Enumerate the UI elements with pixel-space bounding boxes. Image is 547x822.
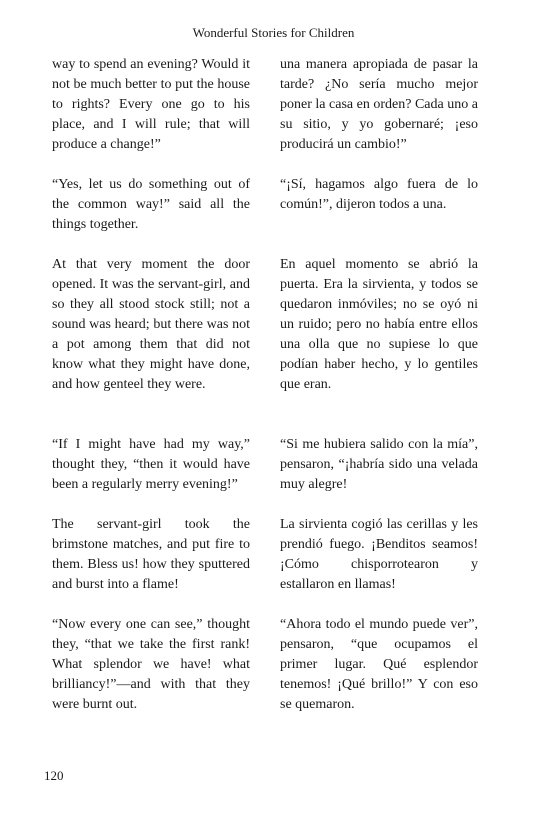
spanish-paragraph-3: En aquel momento se abrió la puerta. Era la sirvienta, y todos se quedaron inmóviles; no se oyó ni un ruido; pero no había entre ellos una olla que no supiese lo que podían haber hecho, y lo gentiles que eran. — [280, 257, 478, 392]
spanish-paragraph-4: “Si me hubiera salido con la mía”, pensaron, “¡habría sido una velada muy alegre! — [280, 437, 478, 492]
spanish-paragraph-5: La sirvienta cogió las cerillas y les prendió fuego. ¡Benditos seamos! ¡Cómo chisporrotearon y estallaron en llamas! — [280, 517, 478, 592]
spanish-paragraph-2: “¡Sí, hagamos algo fuera de lo común!”, dijeron todos a una. — [280, 177, 478, 212]
english-paragraph-1: way to spend an evening? Would it not be much better to put the house to rights? Every one go to his place, and I will rule; that will produce a change!” — [52, 57, 250, 152]
running-header: Wonderful Stories for Children — [192, 25, 355, 40]
english-paragraph-6: “Now every one can see,” thought they, “that we take the first rank! What splendor we have! what brilliancy!”—and with that they were burnt out. — [52, 617, 250, 712]
english-paragraph-5: The servant-girl took the brimstone matches, and put fire to them. Bless us! how they sputtered and burst into a flame! — [52, 517, 250, 592]
english-paragraph-3: At that very moment the door opened. It was the servant-girl, and so they all stood stock still; not a sound was heard; but there was not a pot among them that did not know what they might have done, and how genteel they were. — [52, 257, 250, 392]
page-number: 120 — [44, 768, 64, 783]
spanish-paragraph-1: una manera apropiada de pasar la tarde? ¿No sería mucho mejor poner la casa en orden? Cada uno a su sitio, y yo gobernaré; ¡eso producirá un cambio!” — [280, 57, 478, 152]
spanish-paragraph-6: “Ahora todo el mundo puede ver”, pensaron, “que ocupamos el primer lugar. Qué esplendor tenemos! ¡Qué brillo!” Y con eso se quemaron. — [280, 617, 478, 712]
english-paragraph-2: “Yes, let us do something out of the common way!” said all the things together. — [52, 177, 250, 232]
english-paragraph-4: “If I might have had my way,” thought they, “then it would have been a regularly merry evening!” — [52, 437, 250, 492]
